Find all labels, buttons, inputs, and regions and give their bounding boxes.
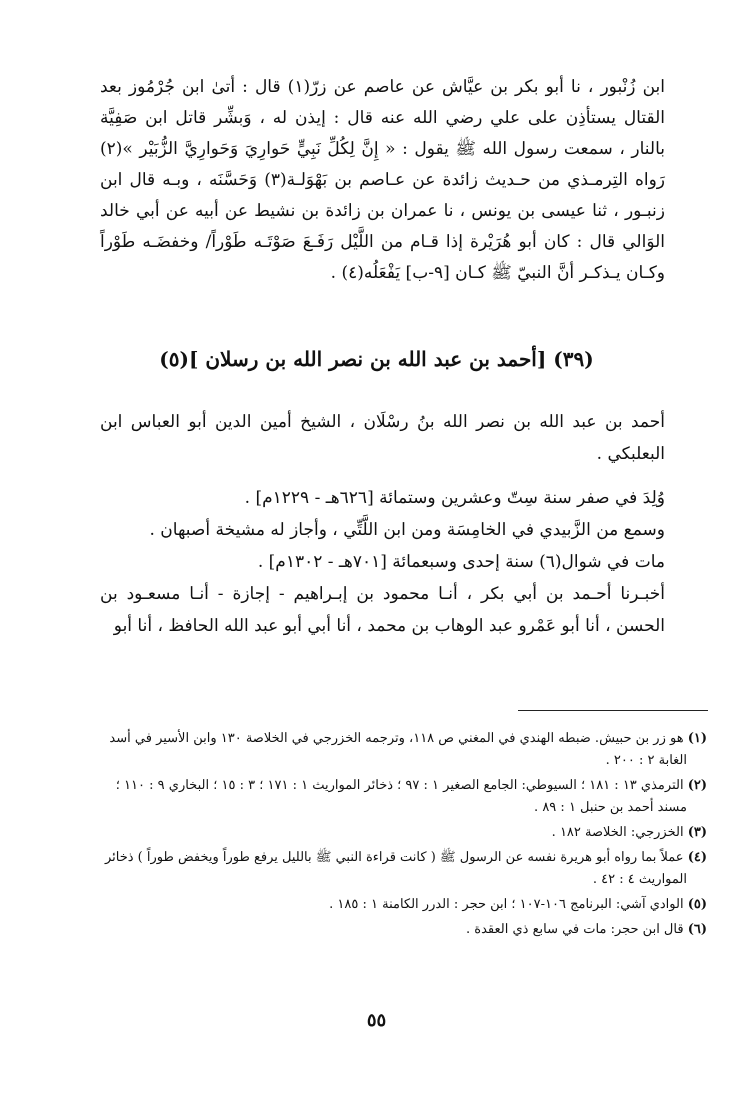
bio-death-paragraph: مات في شوال(٦) سنة إحدى وسبعمائة [٧٠١هـ - ١٣٠٢م] . [257,552,665,572]
footnote-number: (٢) [687,778,707,793]
bio-isnad-paragraph: أخبـرنا أحـمد بن أبي بكر ، أنـا محمود بن إبـراهيم - إجازة - أنـا مسعـود بن الحسن ، أنا أبو عَمْرو عبد الوهاب بن محمد ، أنا أبي أبو عبد الله الحافظ ، أنا أبو [100,584,665,636]
footnote-text: عملاً بما رواه أبو هريرة نفسه عن الرسول ﷺ ( كانت قراءة النبي ﷺ بالليل يرفع طوراً ويخفض طوراً ) ذخائر المواريث ٤ : ٤٢ . [104,850,687,887]
footnote-text: الترمذي ١٣ : ١٨١ ؛ السيوطي: الجامع الصغير ١ : ٩٧ ؛ ذخائر المواريث ١ : ١٧١ ؛ ٣ : ١٥ ؛ البخاري ٩ : ١١٠ ؛ مسند أحمد بن حنبل ١ : ٨٩ . [115,778,687,815]
footnote [100,728,707,772]
footnote-number: (٣) [687,825,707,840]
footnote [100,847,707,891]
footnote-text: الخزرجي: الخلاصة ١٨٢ . [551,825,684,840]
paragraph-spacer [100,470,665,482]
footnote [100,919,707,941]
footnote-text: قال ابن حجر: مات في سابع ذي العقدة . [466,922,684,937]
hadith-text: ابن زُنْبور ، نا أبو بكر بن عيَّاش عن عاصم عن زرّ(١) قال : أتىٰ ابن جُرْمُوز بعد القتال يستأذِن على علي رضي الله عنه قال : إيذن له ، وَبشِّر قاتل ابن صَفِيَّة بالنار ، سمعت رسول الله ﷺ يقول : « إِنَّ لِكُلِّ نَبِيٍّ حَوارِيَ وَحَوارِيَّ الزُّبَيْر »(٢) رَواه التِرمـذي من حـديث زائدة عن عـاصم بن بَهْوَلـة(٣) وَحَسَّنَه ، وبـه قال ابن زنبـور ، ثنا عيسى بن يونس ، نا عمران بن زائدة بن نشيط عن أبيه عن أبي خالد الوَالي قال : كان أبو هُرَيْرة إذا قـام من اللَّيْل رَفَـعَ صَوْتَـه طَوْراً/ وخفضَـه طَوْراً وكـان يـذكـر أنَّ النبيّ ﷺ كـان [٩-ب] يَفْعَلُه(٤) . [100,77,666,283]
entry-heading: (٣٩) [أحمد بن عبد الله بن نصر الله بن رسلان ](٥) [159,347,594,371]
footnote [100,822,707,844]
bio-teachers-paragraph: وسمع من الزَّبيدي في الخامِسَة ومن ابن اللَّتِّي ، وأجاز له مشيخة أصبهان . [149,520,665,540]
bio-birth-paragraph: وُلِدَ في صفر سنة سِتّ وعشرين وستمائة [٦٢٦هـ - ١٢٢٩م] . [244,488,665,508]
footnote [100,894,707,916]
footnote-number: (١) [687,731,707,746]
footnote-text: الوادي آشي: البرنامج ١٠٦-١٠٧ ؛ ابن حجر : الدرر الكامنة ١ : ١٨٥ . [329,897,684,912]
footnote-divider [518,710,708,711]
footnote-number: (٦) [687,922,707,937]
footnote [100,775,707,819]
biography-section [100,406,665,642]
footnotes [100,728,707,944]
hadith-paragraph [100,72,665,289]
footnote-number: (٤) [687,850,707,865]
footnote-number: (٥) [687,897,707,912]
page-number: ٥٥ [366,1010,387,1031]
footnote-text: هو زر بن حبيش. ضبطه الهندي في المغني ص ١١٨، وترجمه الخزرجي في الخلاصة ١٣٠ وابن الأسير في أسد الغابة ٢ : ٢٠٠ . [109,731,687,768]
bio-name-paragraph: أحمد بن عبد الله بن نصر الله بنُ رسْلَان ، الشيخ أمين الدين أبو العباس ابن البعلبكي . [100,412,665,464]
